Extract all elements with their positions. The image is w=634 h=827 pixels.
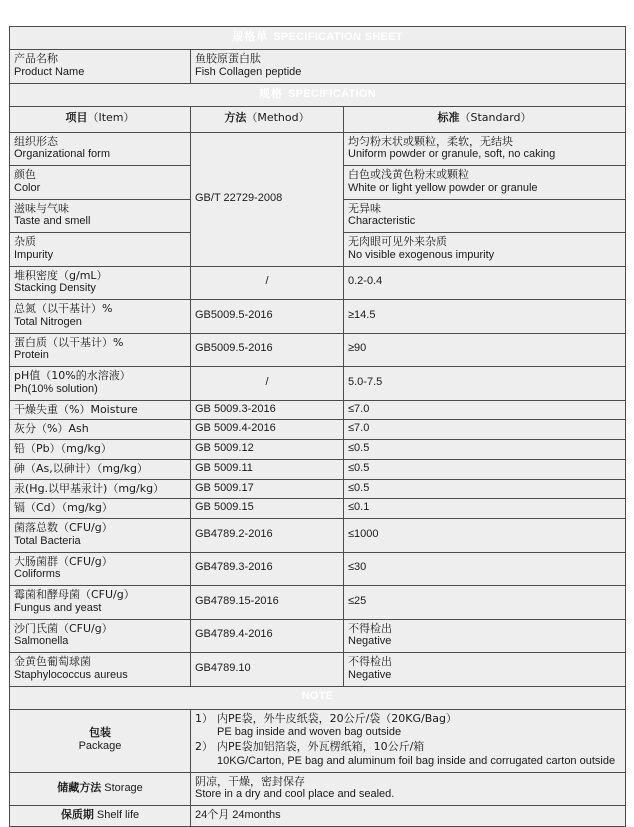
product-name-label (10, 50, 191, 84)
row-method: GB5009.5-2016 (191, 300, 344, 334)
product-name-label-cn: 产品名称 (14, 52, 58, 65)
row-item-cn: 组织形态 (14, 134, 58, 148)
row-method: GB 5009.17 (191, 479, 344, 499)
row-standard-en: White or light yellow powder or granule (348, 181, 538, 194)
row-item (10, 199, 191, 233)
row-item-text: 铅（Pb）（mg/kg） (14, 442, 112, 455)
package-item-2 (195, 740, 621, 755)
row-item (10, 619, 191, 653)
table-row (10, 266, 626, 300)
row-item-cn: pH值（10%的水溶液） (14, 369, 131, 382)
row-standard: ≤0.5 (344, 459, 626, 479)
row-item-cn: 总氮（以干基计）% (14, 302, 113, 315)
row-method-merged: GB/T 22729-2008 (191, 132, 344, 266)
row-method: GB4789.3-2016 (191, 552, 344, 586)
row-standard: ≤0.1 (344, 499, 626, 519)
row-item-cn: 沙门氏菌（CFU/g） (14, 621, 113, 635)
note-bar-row (10, 686, 626, 709)
table-row (10, 420, 626, 440)
row-item (10, 166, 191, 200)
spec-bar-row (10, 83, 626, 106)
table-row (10, 519, 626, 553)
column-header-row (10, 106, 626, 132)
title-bar-cn: 规格单 (232, 30, 269, 44)
package-item-1-number: 1） (195, 711, 213, 725)
row-item-en: Taste and smell (14, 215, 91, 228)
row-standard-en: Characteristic (348, 215, 416, 228)
storage-value-en: Store in a dry and cool place and sealed. (195, 788, 395, 801)
row-standard-cn: 无肉眼可见外来杂质 (348, 235, 447, 248)
table-row (10, 619, 626, 653)
row-standard-en: Negative (348, 635, 392, 648)
row-item-en: Fungus and yeast (14, 601, 102, 614)
row-standard: ≤1000 (344, 519, 626, 553)
spec-table (9, 26, 626, 827)
row-standard: ≤30 (344, 552, 626, 586)
row-item-text: 干燥失重（%）Moisture (14, 402, 138, 416)
row-item (10, 653, 191, 687)
package-row (10, 709, 626, 772)
column-header-item-cn: 项目 (65, 111, 88, 125)
row-item-en: Salmonella (14, 635, 69, 648)
row-item-cn: 滋味与气味 (14, 201, 69, 215)
product-name-value (191, 50, 626, 84)
package-item-2-en: 10KG/Carton, PE bag and aluminum foil bag inside and corrugated carton outside (217, 754, 616, 767)
package-label (10, 709, 191, 772)
row-item (10, 440, 191, 460)
row-standard: ≤7.0 (344, 420, 626, 440)
column-header-standard (344, 106, 626, 132)
row-standard-en: No visible exogenous impurity (348, 248, 495, 261)
row-standard: ≤0.5 (344, 440, 626, 460)
table-row (10, 479, 626, 499)
row-standard-cn: 不得检出 (348, 655, 392, 668)
row-item-text: 灰分（%）Ash (14, 422, 89, 436)
product-name-value-en: Fish Collagen peptide (195, 65, 302, 78)
spec-bar-cn: 规格 (258, 86, 283, 100)
row-method: GB 5009.12 (191, 440, 344, 460)
table-row (10, 586, 626, 620)
row-item (10, 333, 191, 367)
row-standard: 5.0-7.5 (344, 367, 626, 401)
row-item-cn: 金黄色葡萄球菌 (14, 655, 91, 668)
row-item (10, 479, 191, 499)
storage-value (191, 772, 626, 806)
row-item-text: 汞(Hg.以甲基汞计)（mg/kg） (14, 481, 165, 495)
package-body (191, 709, 626, 772)
column-header-standard-en: （Standard） (459, 111, 532, 125)
row-item-en: Color (14, 181, 41, 194)
row-method: GB4789.4-2016 (191, 619, 344, 653)
column-header-method (191, 106, 344, 132)
row-item (10, 233, 191, 267)
storage-label-cn: 储藏方法 (57, 780, 102, 794)
row-method: / (191, 266, 344, 300)
row-item (10, 420, 191, 440)
row-method: GB4789.2-2016 (191, 519, 344, 553)
row-item-en: Total Bacteria (14, 534, 81, 547)
storage-label (10, 772, 191, 806)
storage-label-en: Storage (104, 781, 143, 794)
table-row (10, 499, 626, 519)
table-row (10, 653, 626, 687)
row-standard (344, 166, 626, 200)
row-standard (344, 653, 626, 687)
shelf-life-label-en: Shelf life (96, 809, 140, 821)
shelf-life-value: 24个月 24months (191, 806, 626, 827)
row-item (10, 519, 191, 553)
row-item-cn: 菌落总数（CFU/g） (14, 521, 113, 534)
row-standard: 0.2-0.4 (344, 266, 626, 300)
storage-row (10, 772, 626, 806)
row-method: GB4789.15-2016 (191, 586, 344, 620)
spec-table-body (10, 27, 626, 827)
row-standard: ≤0.5 (344, 479, 626, 499)
row-item-cn: 霉菌和酵母菌（CFU/g） (14, 588, 135, 601)
table-row (10, 300, 626, 334)
row-item-en: Organizational form (14, 148, 110, 161)
row-item (10, 300, 191, 334)
row-item (10, 266, 191, 300)
row-standard-cn: 不得检出 (348, 621, 392, 635)
row-standard-cn: 无异味 (348, 201, 381, 215)
row-item-en: Impurity (14, 248, 54, 261)
package-label-en: Package (78, 740, 122, 752)
column-header-method-cn: 方法 (224, 111, 247, 125)
storage-value-cn: 阴凉，干燥，密封保存 (195, 774, 305, 788)
table-row (10, 440, 626, 460)
row-method: GB4789.10 (191, 653, 344, 687)
row-method: GB 5009.11 (191, 459, 344, 479)
row-standard: ≤7.0 (344, 400, 626, 420)
column-header-item (10, 106, 191, 132)
specification-sheet (9, 26, 625, 827)
column-header-standard-cn: 标准 (437, 111, 460, 125)
table-row (10, 132, 626, 166)
note-bar: NOTE (10, 686, 626, 709)
title-bar-en: SPECIFICATION SHEET (273, 31, 403, 44)
table-row (10, 552, 626, 586)
product-name-row (10, 50, 626, 84)
row-method: GB 5009.4-2016 (191, 420, 344, 440)
column-header-method-en: （Method） (246, 111, 310, 125)
row-item-cn: 堆积密度（g/mL） (14, 268, 108, 282)
package-item-2-number: 2） (195, 740, 213, 753)
title-bar (10, 27, 626, 50)
product-name-value-cn: 鱼胶原蛋白肽 (195, 52, 261, 65)
row-item-en: Ph(10% solution) (14, 382, 98, 395)
package-item-1-en: PE bag inside and woven bag outside (217, 726, 402, 739)
row-standard: ≤25 (344, 586, 626, 620)
row-item-text: 镉（Cd）（mg/kg） (14, 501, 113, 515)
title-bar-row (10, 27, 626, 50)
row-item (10, 367, 191, 401)
row-standard: ≥14.5 (344, 300, 626, 334)
row-item-cn: 蛋白质（以干基计）% (14, 335, 124, 349)
row-item (10, 132, 191, 166)
row-standard-en: Uniform powder or granule, soft, no caking (348, 148, 556, 161)
row-item-en: Coliforms (14, 568, 61, 581)
table-row (10, 367, 626, 401)
row-standard-cn: 均匀粉末状或颗粒，柔软，无结块 (348, 134, 513, 148)
row-item-cn: 大肠菌群（CFU/g） (14, 554, 113, 568)
row-method: GB 5009.3-2016 (191, 400, 344, 420)
row-item-en: Protein (14, 349, 49, 362)
row-method: / (191, 367, 344, 401)
package-item-2-cn: 内PE袋加铝箔袋，外瓦楞纸箱，10公斤/箱 (217, 740, 425, 753)
row-item-cn: 杂质 (14, 235, 36, 248)
package-item-1 (195, 712, 621, 727)
shelf-life-label (10, 806, 191, 827)
product-name-label-en: Product Name (14, 65, 85, 78)
row-item (10, 459, 191, 479)
row-item-en: Total Nitrogen (14, 315, 82, 328)
row-standard (344, 199, 626, 233)
row-item-cn: 颜色 (14, 168, 36, 181)
row-item (10, 552, 191, 586)
row-standard (344, 233, 626, 267)
row-method: GB 5009.15 (191, 499, 344, 519)
row-item (10, 499, 191, 519)
spec-bar (10, 83, 626, 106)
column-header-item-en: （Item） (87, 111, 135, 125)
row-standard: ≥90 (344, 333, 626, 367)
package-item-1-cn: 内PE袋，外牛皮纸袋，20公斤/袋（20KG/Bag） (217, 711, 457, 725)
table-row (10, 333, 626, 367)
row-method: GB5009.5-2016 (191, 333, 344, 367)
shelf-life-label-cn: 保质期 (60, 808, 94, 821)
row-standard-cn: 白色或浅黄色粉末或颗粒 (348, 168, 469, 181)
row-standard (344, 619, 626, 653)
row-item-text: 砷（As,以砷计）（mg/kg） (14, 461, 149, 475)
row-item-en: Stacking Density (14, 282, 96, 295)
row-item-en: Staphylococcus aureus (14, 668, 128, 681)
spec-bar-en: SPECIFICATION (287, 87, 377, 100)
table-row (10, 400, 626, 420)
shelf-life-row (10, 806, 626, 827)
package-label-cn: 包装 (89, 726, 111, 740)
row-item (10, 400, 191, 420)
row-item (10, 586, 191, 620)
table-row (10, 459, 626, 479)
row-standard (344, 132, 626, 166)
row-standard-en: Negative (348, 668, 392, 681)
